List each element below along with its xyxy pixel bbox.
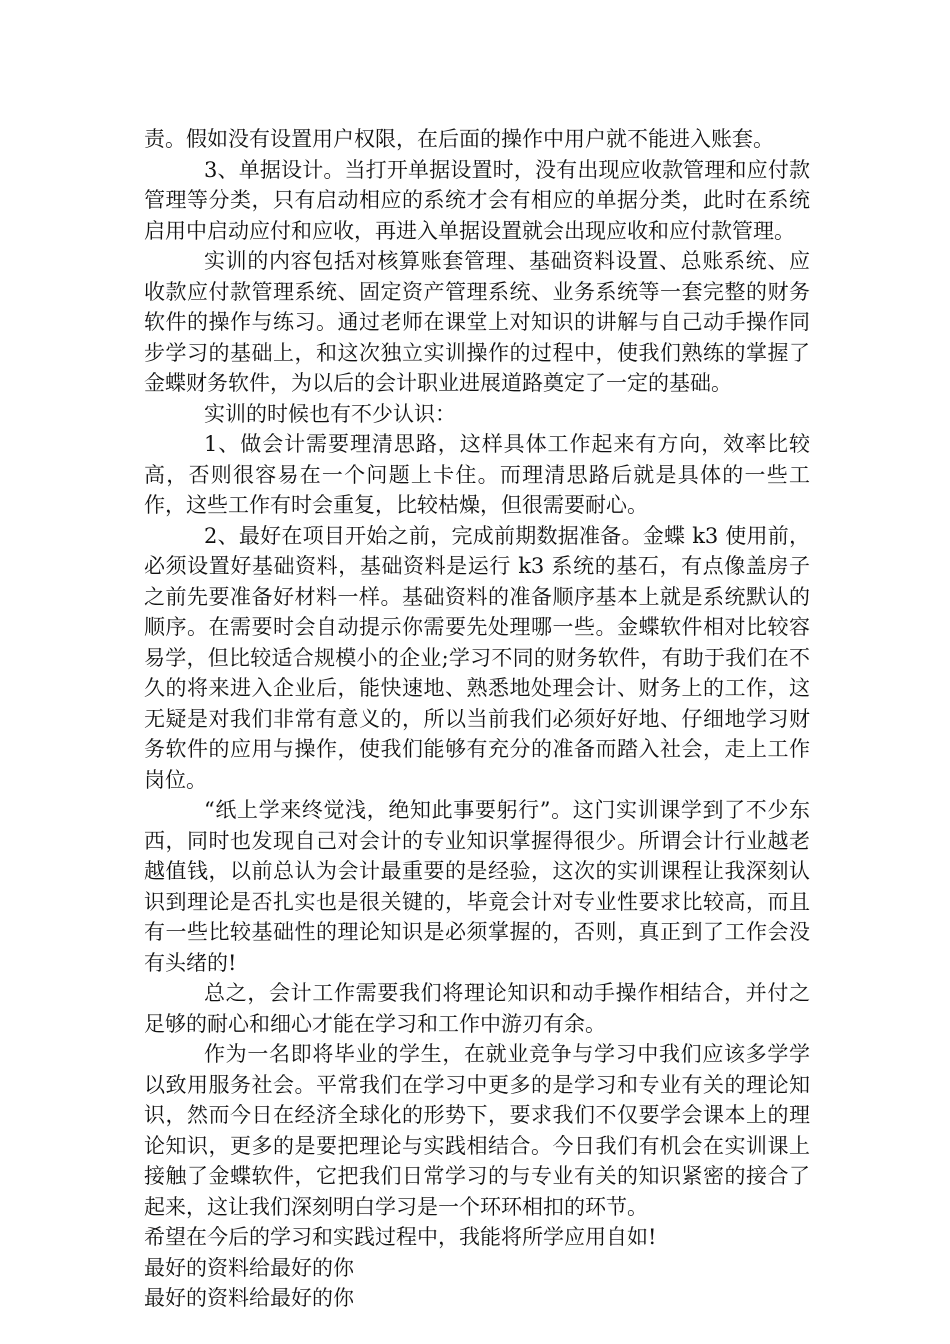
paragraph-hope: 希望在今后的学习和实践过程中，我能将所学应用自如! xyxy=(144,1225,657,1249)
paragraph-summary: 总之，会计工作需要我们将理论知识和动手操作相结合，并付之足够的耐心和细心才能在学习和工作中游刃有余。 xyxy=(144,981,810,1036)
paragraph-graduate: 作为一名即将毕业的学生，在就业竞争与学习中我们应该多学学以致用服务社会。平常我们在学习中更多的是学习和专业有关的理论知识，然而今日在经济全球化的形势下，要求我们不仅要学会课本上的理论知识，更多的是要把理论与实践相结合。今日我们有机会在实训课上接触了金蝶软件，它把我们日常学习的与专业有关的知识紧密的接合了起来，这让我们深刻明白学习是一个环环相扣的环节。 xyxy=(144,1042,810,1219)
paragraph-continuation: 责。假如没有设置用户权限，在后面的操作中用户就不能进入账套。 xyxy=(144,127,774,151)
footer-line-2: 最好的资料给最好的你 xyxy=(144,1286,354,1310)
paragraph-document-design: 3、单据设计。当打开单据设置时，没有出现应收款管理和应付款管理等分类，只有启动相应的系统才会有相应的单据分类，此时在系统启用中启动应付和应收，再进入单据设置就会出现应收和应付款管理。 xyxy=(144,157,810,243)
paragraph-insight-2: 2、最好在项目开始之前，完成前期数据准备。金蝶 k3 使用前，必须设置好基础资料，基础资料是运行 k3 系统的基石，有点像盖房子之前先要准备好材料一样。基础资料的准备顺序基本上就是系统默认的顺序。在需要时会自动提示你需要先处理哪一些。金蝶软件相对比较容易学，但比较适合规模小的企业;学习不同的财务软件，有助于我们在不久的将来进入企业后，能快速地、熟悉地处理会计、财务上的工作，这无疑是对我们非常有意义的，所以当前我们必须好好地、仔细地学习财务软件的应用与操作，使我们能够有充分的准备而踏入社会，走上工作岗位。 xyxy=(144,523,810,792)
paragraph-insights-intro: 实训的时候也有不少认识： xyxy=(204,401,456,426)
document-body xyxy=(144,124,810,1314)
paragraph-insight-1: 1、做会计需要理清思路，这样具体工作起来有方向，效率比较高，否则很容易在一个问题上卡住。而理清思路后就是具体的一些工作，这些工作有时会重复，比较枯燥，但很需要耐心。 xyxy=(144,432,810,517)
paragraph-training-content: 实训的内容包括对核算账套管理、基础资料设置、总账系统、应收款应付款管理系统、固定资产管理系统、业务系统等一套完整的财务软件的操作与练习。通过老师在课堂上对知识的讲解与自己动手操作同步学习的基础上，和这次独立实训操作的过程中，使我们熟练的掌握了金蝶财务软件，为以后的会计职业进展道路奠定了一定的基础。 xyxy=(144,249,810,395)
footer-line-1: 最好的资料给最好的你 xyxy=(144,1255,354,1280)
paragraph-quote: “纸上学来终觉浅，绝知此事要躬行”。这门实训课学到了不少东西，同时也发现自己对会计的专业知识掌握得很少。所谓会计行业越老越值钱，以前总认为会计最重要的是经验，这次的实训课程让我深刻认识到理论是否扎实也是很关键的，毕竟会计对专业性要求比较高，而且有一些比较基础性的理论知识是必须掌握的，否则，真正到了工作会没有头绪的! xyxy=(144,798,810,975)
